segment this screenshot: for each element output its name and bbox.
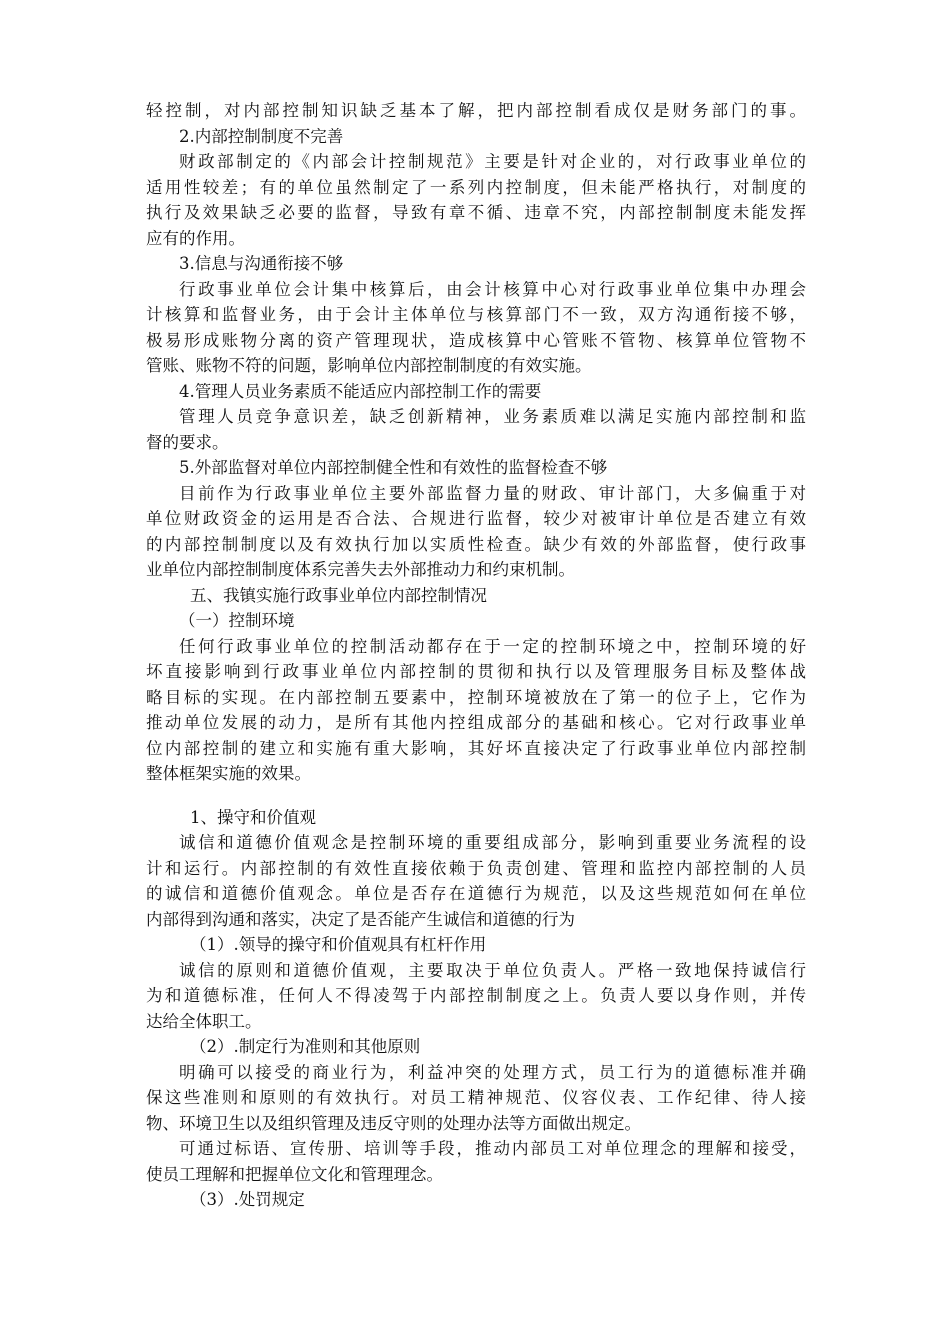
text-line: 保这些准则和原则的有效执行。对员工精神规范、仪容仪表、工作纪律、待人接 (146, 1088, 806, 1107)
text-line: 诚信的原则和道德价值观，主要取决于单位负责人。严格一致地保持诚信行 (179, 961, 806, 980)
text-line: 的内部控制制度以及有效执行加以实质性检查。缺少有效的外部监督，使行政事 (146, 535, 806, 554)
text-line: 极易形成账物分离的资产管理现状，造成核算中心管账不管物、核算单位管物不 (146, 331, 806, 350)
text-line: 计和运行。内部控制的有效性直接依赖于负责创建、管理和监控内部控制的人员 (146, 859, 806, 878)
text-line: 财政部制定的《内部会计控制规范》主要是针对企业的，对行政事业单位的 (179, 152, 806, 171)
subheading: （2）.制定行为准则和其他原则 (190, 1037, 421, 1056)
text-line: 使员工理解和把握单位文化和管理理念。 (146, 1165, 443, 1184)
text-line: 应有的作用。 (146, 229, 245, 248)
text-line: 适用性较差；有的单位虽然制定了一系列内控制度，但未能严格执行，对制度的 (146, 178, 806, 197)
text-line: 推动单位发展的动力，是所有其他内控组成部分的基础和核心。它对行政事业单 (146, 713, 806, 732)
text-line: 整体框架实施的效果。 (146, 764, 311, 783)
text-line: 业单位内部控制制度体系完善失去外部推动力和约束机制。 (146, 560, 575, 579)
text-line: 督的要求。 (146, 433, 229, 452)
subheading: 5.外部监督对单位内部控制健全性和有效性的监督检查不够 (179, 458, 608, 477)
text-line: 执行及效果缺乏必要的监督，导致有章不循、违章不究，内部控制制度未能发挥 (146, 203, 806, 222)
text-line: 可通过标语、宣传册、培训等手段，推动内部员工对单位理念的理解和接受， (179, 1139, 806, 1158)
text-line: 行政事业单位会计集中核算后，由会计核算中心对行政事业单位集中办理会 (179, 280, 806, 299)
text-line: 位内部控制的建立和实施有重大影响，其好坏直接决定了行政事业单位内部控制 (146, 739, 806, 758)
text-line: 物、环境卫生以及组织管理及违反守则的处理办法等方面做出规定。 (146, 1114, 641, 1133)
text-line: 任何行政事业单位的控制活动都存在于一定的控制环境之中，控制环境的好 (179, 637, 806, 656)
text-line: 达给全体职工。 (146, 1012, 262, 1031)
subheading: （3）.处罚规定 (190, 1190, 305, 1209)
text-line: 内部得到沟通和落实，决定了是否能产生诚信和道德的行为 (146, 910, 575, 929)
text-line: 目前作为行政事业单位主要外部监督力量的财政、审计部门，大多偏重于对 (179, 484, 806, 503)
text-line: 管账、账物不符的问题，影响单位内部控制制度的有效实施。 (146, 356, 592, 375)
subheading: （1）.领导的操守和价值观具有杠杆作用 (190, 935, 487, 954)
subheading: 4.管理人员业务素质不能适应内部控制工作的需要 (179, 382, 542, 401)
text-line: 的诚信和道德价值观念。单位是否存在道德行为规范，以及这些规范如何在单位 (146, 884, 806, 903)
section-heading: 五、我镇实施行政事业单位内部控制情况 (190, 586, 487, 605)
subheading: 1、操守和价值观 (190, 808, 316, 827)
text-line: 略目标的实现。在内部控制五要素中，控制环境被放在了第一的位子上，它作为 (146, 688, 806, 707)
text-line: 明确可以接受的商业行为，利益冲突的处理方式，员工行为的道德标准并确 (179, 1063, 806, 1082)
text-line: 单位财政资金的运用是否合法、合规进行监督，较少对被审计单位是否建立有效 (146, 509, 806, 528)
text-line: 计核算和监督业务，由于会计主体单位与核算部门不一致，双方沟通衔接不够， (146, 305, 806, 324)
subheading: 2.内部控制制度不完善 (179, 127, 344, 146)
text-line: 为和道德标准，任何人不得凌驾于内部控制制度之上。负责人要以身作则，并传 (146, 986, 806, 1005)
subheading: （一）控制环境 (179, 611, 295, 630)
subheading: 3.信息与沟通衔接不够 (179, 254, 344, 273)
text-line: 管理人员竞争意识差，缺乏创新精神，业务素质难以满足实施内部控制和监 (179, 407, 806, 426)
text-line: 轻控制，对内部控制知识缺乏基本了解，把内部控制看成仅是财务部门的事。 (146, 101, 806, 120)
text-line: 诚信和道德价值观念是控制环境的重要组成部分，影响到重要业务流程的设 (179, 833, 806, 852)
text-line: 坏直接影响到行政事业单位内部控制的贯彻和执行以及管理服务目标及整体战 (146, 662, 806, 681)
